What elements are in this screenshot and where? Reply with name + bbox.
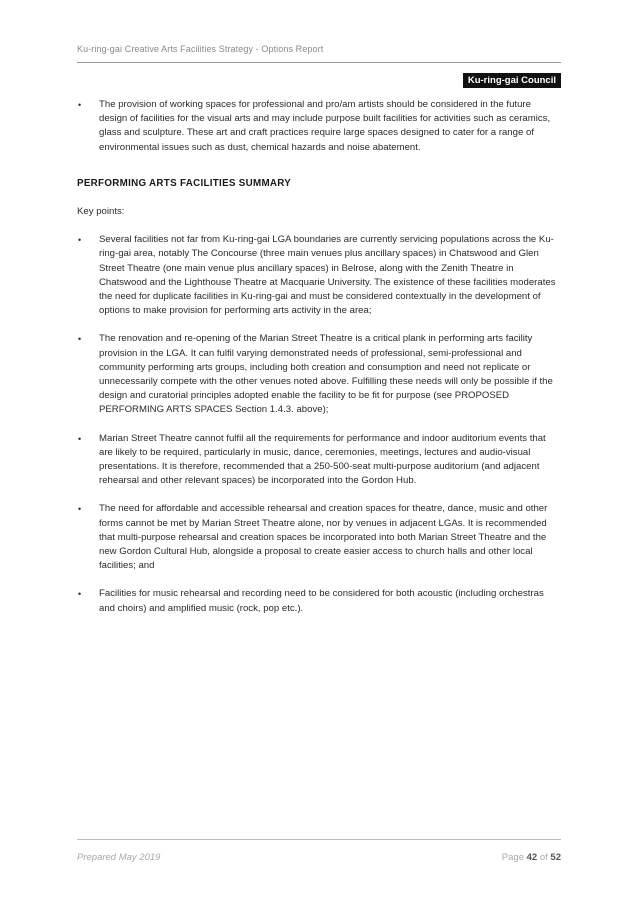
page-current: 42 — [526, 852, 538, 863]
list-item-text: Marian Street Theatre cannot fulfil all the requirements for performance and indoor auditorium events that are likely to be required, particularly in music, dance, ceremonies, meetings, lectures and audio-visual presentations. It is therefore, recommended that a 250-500-seat multi-purpose auditorium (and adjacent rehearsal and other relevant spaces) be incorporated into the Gordon Hub. — [99, 432, 546, 487]
footer-divider — [77, 839, 561, 840]
intro-bullet-text: The provision of working spaces for professional and pro/am artists should be considered in the future design of facilities for the visual arts and may include purpose built facilities for activities such as ceramics, glass and sculpture. These art and craft practices require large spaces designed to cater for a range of environmental issues such as dust, chemical hazards and noise abatement. — [99, 99, 551, 153]
list-item — [77, 233, 561, 318]
bullet-icon: • — [78, 504, 82, 515]
page-of: of — [539, 852, 548, 863]
document-header-title: Ku-ring-gai Creative Arts Facilities Strategy - Options Report — [77, 44, 324, 54]
bullet-icon: • — [78, 334, 82, 345]
list-item-text: The need for affordable and accessible rehearsal and creation spaces for theatre, dance, music and other forms cannot be met by Marian Street Theatre alone, nor by venues in adjacent LGAs. It is recommended that multi-purpose rehearsal and creation spaces be incorporated into both Marian Street Theatre and the new Gordon Cultural Hub, alongside a proposal to create easier access to church halls and other local facilities; and — [99, 503, 548, 572]
prepared-date: Prepared May 2019 — [77, 852, 161, 863]
intro-bullet — [77, 98, 561, 155]
list-item-text: Several facilities not far from Ku-ring-gai LGA boundaries are currently servicing populations across the Ku-ring-gai area, notably The Concourse (three main venues plus ancillary spaces) in Chatswood and Glen Street Theatre (one main venue plus ancillary spaces) in Belrose, along with the Zenith Theatre in Chatswood and the Lighthouse Theatre at Macquarie University. The existence of these facilities moderates the need for duplicate facilities in Ku-ring-gai and must be considered contextually in the development of options to make provision for performing arts activity in the area; — [99, 234, 556, 317]
page-total: 52 — [550, 852, 561, 863]
page-prefix: Page — [501, 852, 524, 863]
page-number — [502, 852, 561, 863]
bullet-icon: • — [78, 433, 82, 444]
page-body — [77, 98, 561, 616]
list-item — [77, 502, 561, 573]
header-divider — [77, 62, 561, 63]
list-item — [77, 432, 561, 489]
council-logo-badge: Ku-ring-gai Council — [463, 73, 561, 88]
list-item — [77, 587, 561, 615]
list-item-text: The renovation and re-opening of the Marian Street Theatre is a critical plank in performing arts facility provision in the LGA. It can fulfil varying demonstrated needs of professional, semi-professional and community performing arts groups, including both creation and consumption and need not replicate or unnecessarily compete with the other venues noted above. Fulfilling these needs will only be possible if the design and curatorial principles adopted enable the facility to be fit for purpose (see PROPOSED PERFORMING ARTS SPACES Section 1.4.3. above); — [99, 333, 553, 416]
list-item — [77, 332, 561, 417]
bullet-icon: • — [78, 589, 82, 600]
bullet-icon: • — [78, 100, 82, 110]
bullet-icon: • — [78, 235, 82, 246]
section-heading: PERFORMING ARTS FACILITIES SUMMARY — [77, 177, 292, 189]
key-points-label: Key points: — [77, 206, 125, 218]
list-item-text: Facilities for music rehearsal and recording need to be considered for both acoustic (including orchestras and choirs) and amplified music (rock, pop etc.). — [99, 588, 544, 614]
